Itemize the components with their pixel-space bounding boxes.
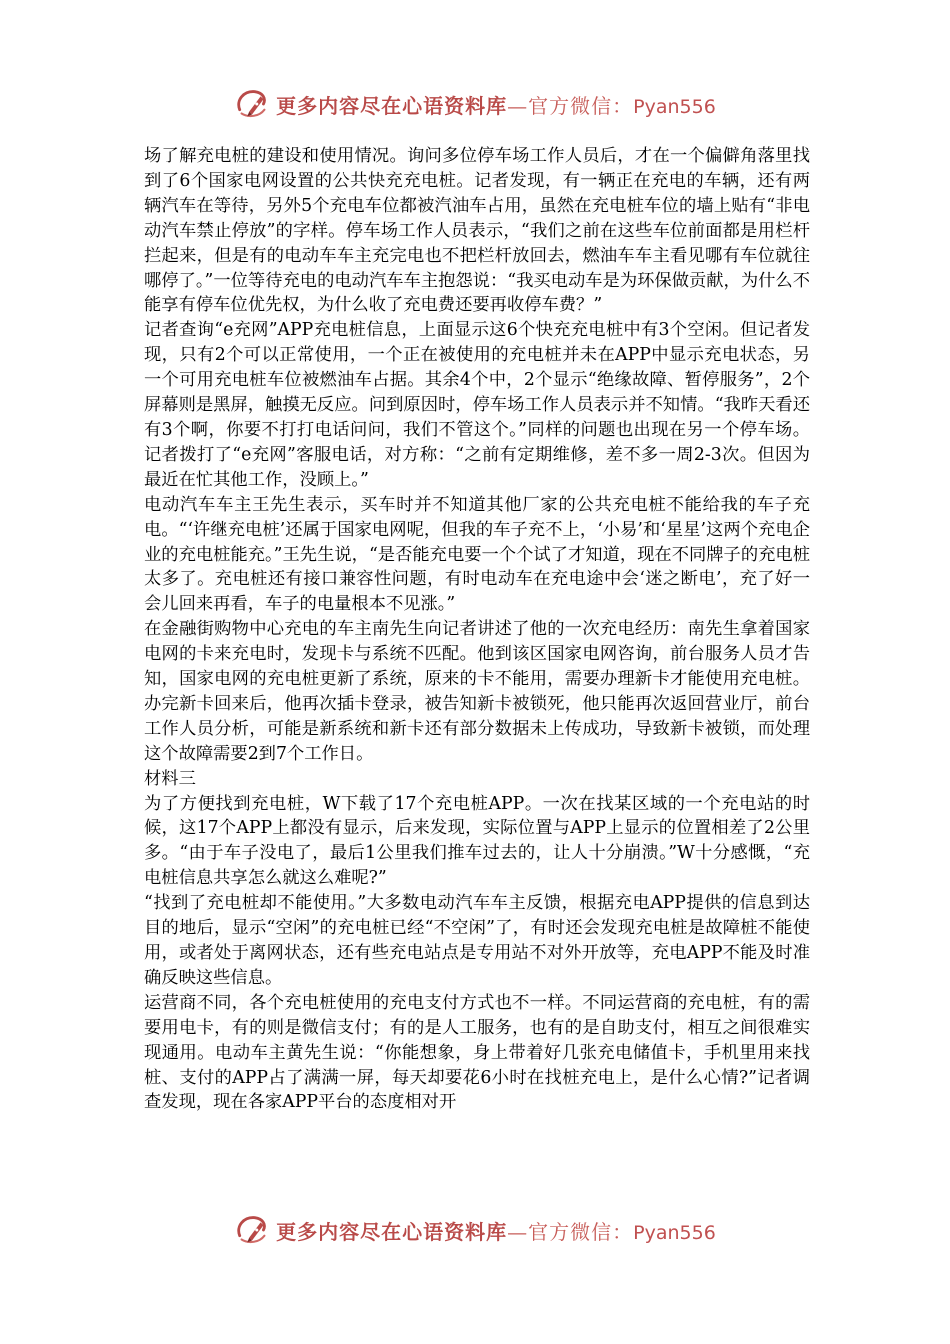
paragraph: 为了方便找到充电桩，W下载了17个充电桩APP。一次在找某区域的一个充电站的时候，这17个APP上都没有显示，后来发现，实际位置与APP上显示的位置相差了2公里多。“由于车子没电了，最后1公里我们推车过去的，让人十分崩溃。”W十分感慨，“充电桩信息共享怎么就这么难呢?” <box>144 793 810 889</box>
paragraph: 在金融街购物中心充电的车主南先生向记者讲述了他的一次充电经历：南先生拿着国家电网的卡来充电时，发现卡与系统不匹配。他到该区国家电网咨询，前台服务人员才告知，国家电网的充电桩更新了系统，原来的卡不能用，需要办理新卡才能使用充电桩。办完新卡回来后，他再次插卡登录，被告知新卡被锁死，他只能再次返回营业厅，前台工作人员分析，可能是新系统和新卡还有部分数据未上传成功，导致新卡被锁，而处理这个故障需要2到7个工作日。 <box>144 619 810 764</box>
banner-text <box>276 90 716 119</box>
banner-sub-text: 官方微信： <box>528 1219 634 1244</box>
section-heading: 材料三 <box>144 768 196 789</box>
pen-nib-swirl-logo-icon <box>234 1211 272 1249</box>
banner-main-text: 更多内容尽在心语资料库 <box>276 93 508 118</box>
banner-text <box>276 1216 716 1245</box>
banner-separator: — <box>507 1219 529 1244</box>
paragraph: “找到了充电桩却不能使用。”大多数电动汽车车主反馈，根据充电APP提供的信息到达目的地后，显示“空闲”的充电桩已经“不空闲”了，有时还会发现充电桩是故障桩不能使用，或者处于离网状态，还有些充电站点是专用站不对外开放等，充电APP不能及时准确反映这些信息。 <box>144 893 810 988</box>
banner-wechat-id: Pyan556 <box>633 95 716 118</box>
footer-banner <box>0 1210 950 1250</box>
pen-nib-swirl-logo-icon <box>234 85 272 123</box>
header-banner <box>0 84 950 124</box>
document-body <box>144 144 810 1115</box>
paragraph: 电动汽车车主王先生表示，买车时并不知道其他厂家的公共充电桩不能给我的车子充电。“‘许继充电桩’还属于国家电网呢，但我的车子充不上，‘小易’和‘星星’这两个充电企业的充电桩能充。”王先生说，“是否能充电要一个个试了才知道，现在不同牌子的充电桩太多了。充电桩还有接口兼容性问题，有时电动车在充电途中会‘迷之断电’，充了好一会儿回来再看，车子的电量根本不见涨。” <box>144 494 810 615</box>
paragraph: 运营商不同，各个充电桩使用的充电支付方式也不一样。不同运营商的充电桩，有的需要用电卡，有的则是微信支付；有的是人工服务，也有的是自助支付，相互之间很难实现通用。电动车主黄先生说：“你能想象，身上带着好几张充电储值卡，手机里用来找桩、支付的APP占了满满一屏，每天却要花6小时在找桩充电上，是什么心情?”记者调查发现，现在各家APP平台的态度相对开 <box>144 992 810 1113</box>
banner-main-text: 更多内容尽在心语资料库 <box>276 1219 508 1244</box>
paragraph: 记者查询“e充网”APP充电桩信息，上面显示这6个快充充电桩中有3个空闲。但记者发现，只有2个可以正常使用，一个正在被使用的充电桩并未在APP中显示充电状态，另一个可用充电桩车位被燃油车占据。其余4个中，2个显示“绝缘故障、暂停服务”，2个屏幕则是黑屏，触摸无反应。问到原因时，停车场工作人员表示并不知情。“我昨天看还有3个啊，你要不打打电话问问，我们不管这个。”同样的问题也出现在另一个停车场。记者拨打了“e充网”客服电话，对方称：“之前有定期维修，差不多一周2-3次。但因为最近在忙其他工作，没顾上。” <box>144 320 810 490</box>
banner-sub-text: 官方微信： <box>528 93 634 118</box>
banner-separator: — <box>507 93 529 118</box>
banner-wechat-id: Pyan556 <box>633 1221 716 1244</box>
paragraph: 场了解充电桩的建设和使用情况。询问多位停车场工作人员后，才在一个偏僻角落里找到了6个国家电网设置的公共快充充电桩。记者发现，有一辆正在充电的车辆，还有两辆汽车在等待，另外5个充电车位都被汽油车占用，虽然在充电桩车位的墙上贴有“非电动汽车禁止停放”的字样。停车场工作人员表示，“我们之前在这些车位前面都是用栏杆拦起来，但是有的电动车车主充完电也不把栏杆放回去，燃油车车主看见哪有车位就往哪停了。”一位等待充电的电动汽车车主抱怨说：“我买电动车是为环保做贡献，为什么不能享有停车位优先权，为什么收了充电费还要再收停车费？” <box>144 146 810 316</box>
